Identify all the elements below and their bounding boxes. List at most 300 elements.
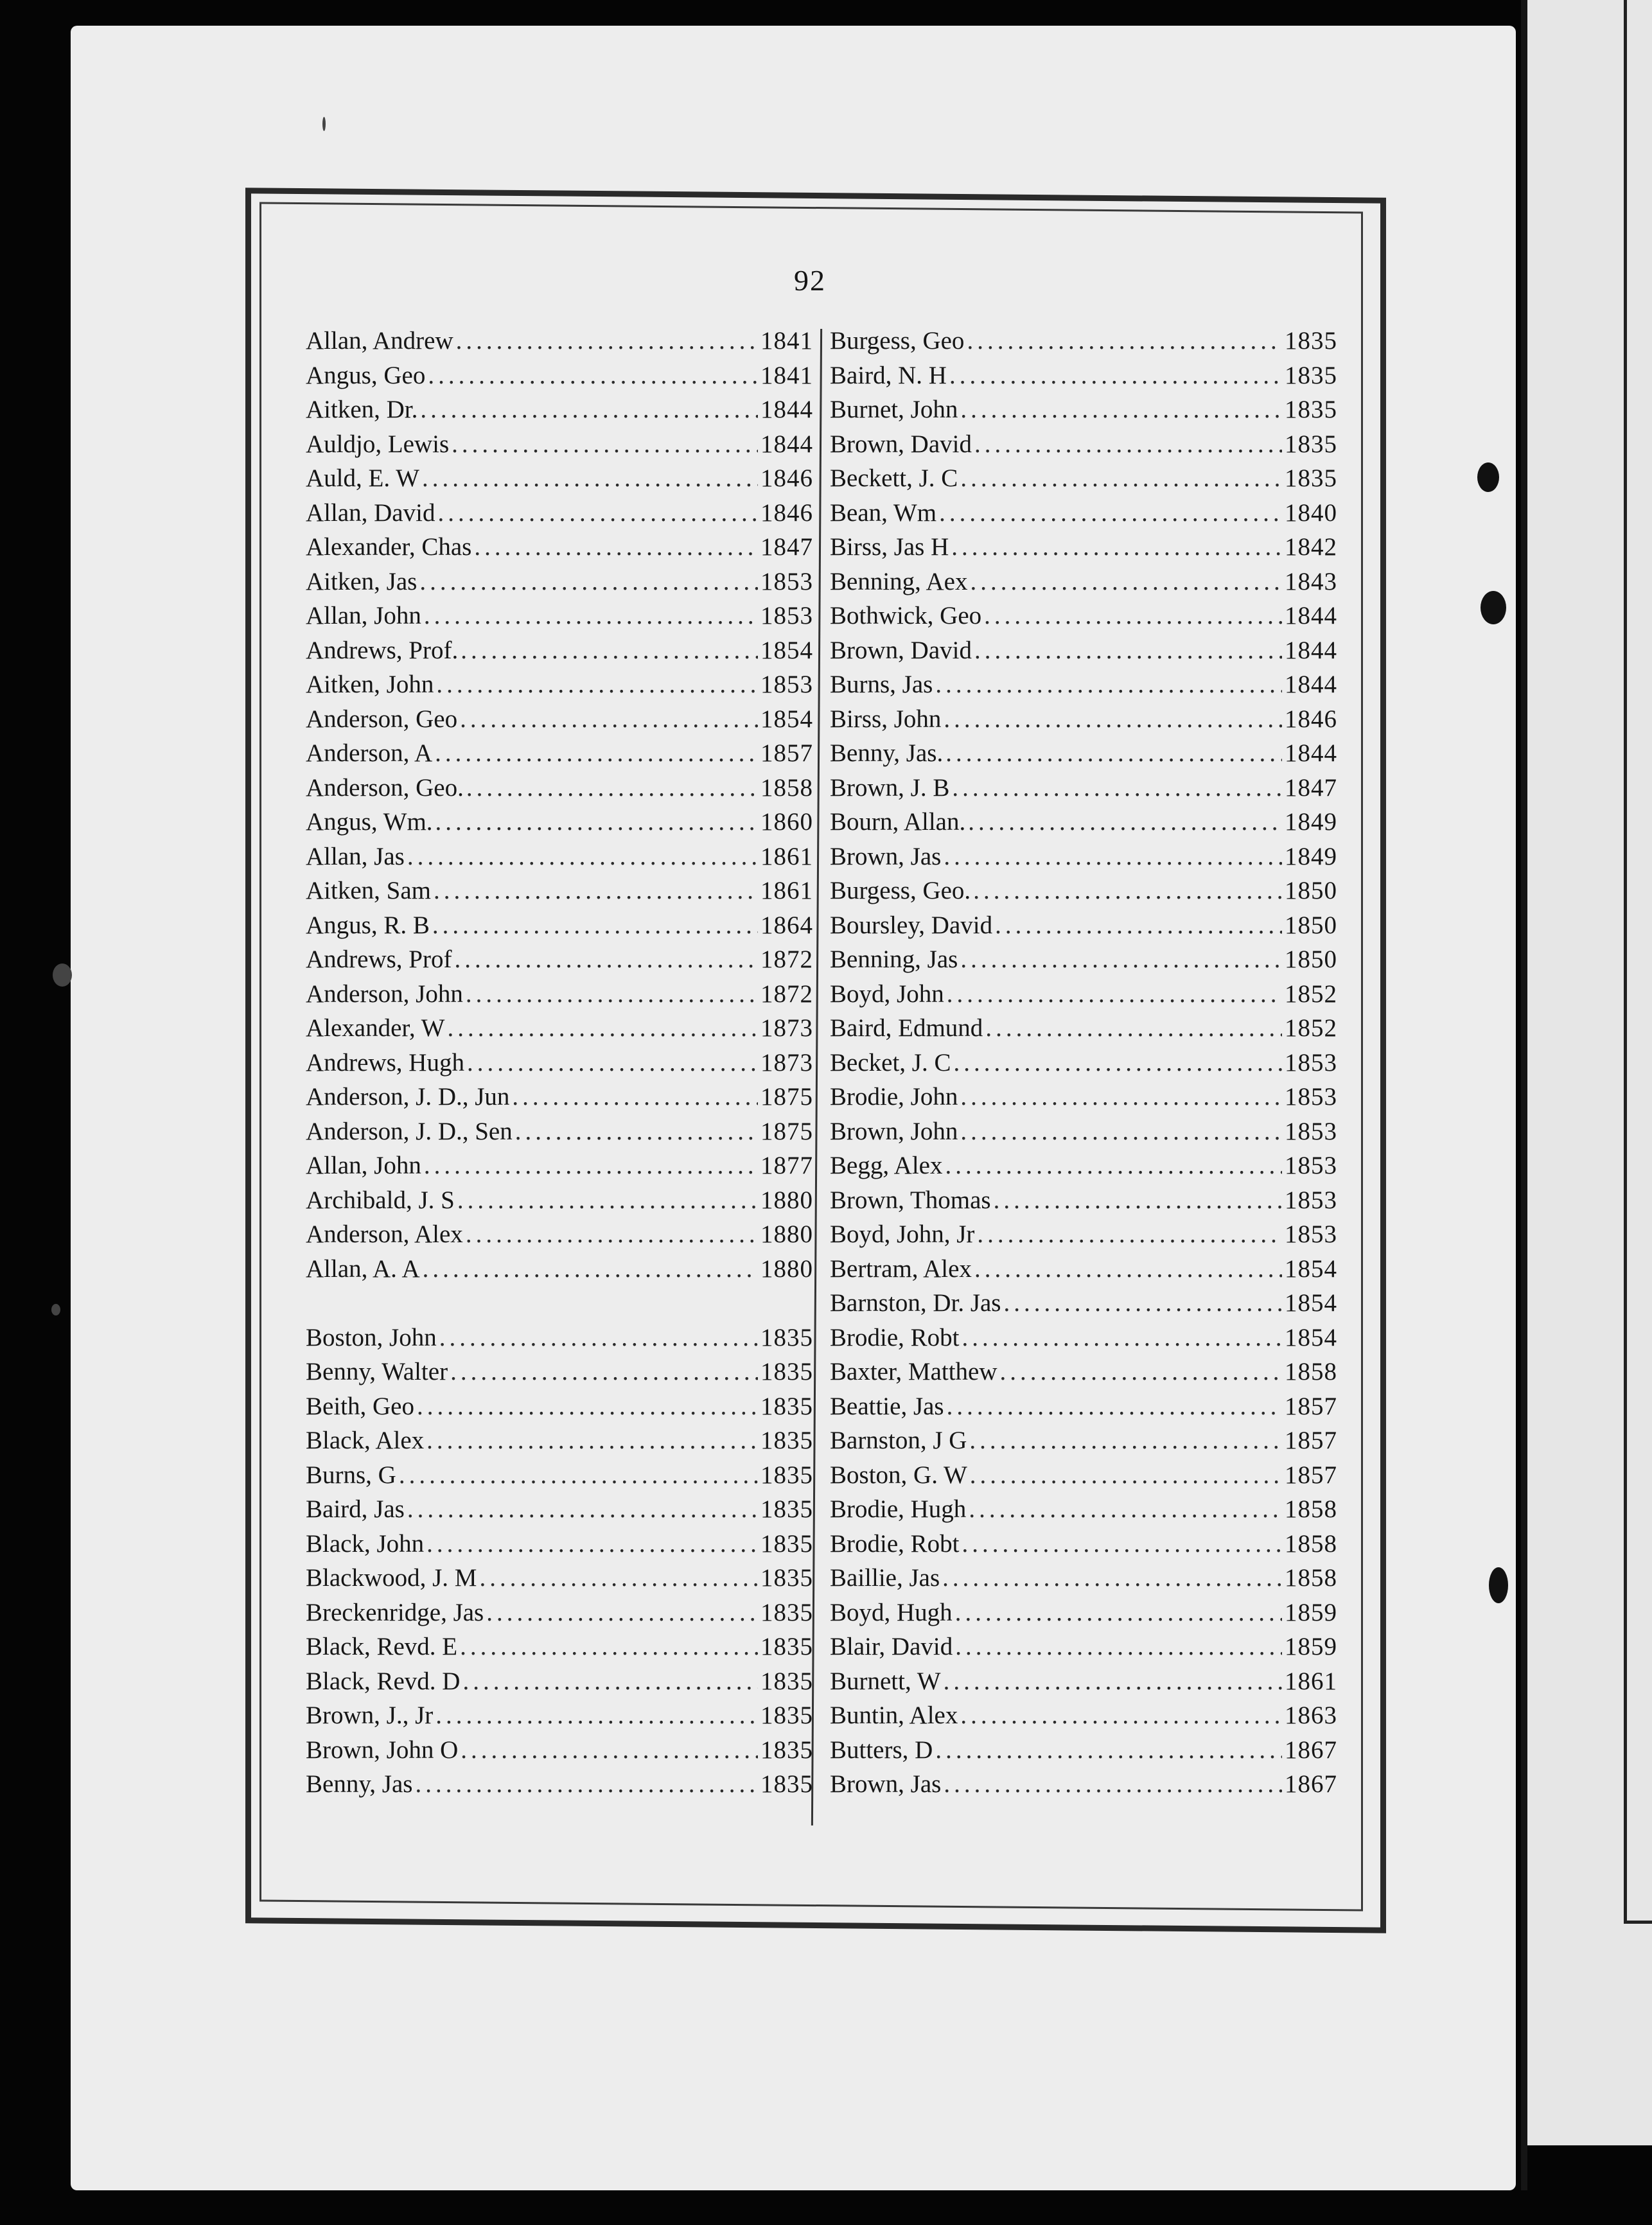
entry-name: Andrews, Prof. <box>306 636 459 664</box>
dot-leader <box>422 464 758 493</box>
entry-name: Allan, Andrew <box>306 327 453 355</box>
entry-name: Benny, Jas <box>306 1770 413 1798</box>
entry-name: Burns, Jas <box>830 671 933 698</box>
entry-name: Auldjo, Lewis <box>306 430 450 458</box>
list-item <box>830 1048 1337 1083</box>
entry-name: Boston, John <box>306 1323 437 1351</box>
entry-name: Aitken, Sam <box>306 877 431 904</box>
entry-year: 1861 <box>1285 1667 1337 1695</box>
entry-year: 1846 <box>760 498 813 527</box>
list-item <box>306 1220 813 1254</box>
list-item <box>306 1667 813 1702</box>
entry-name: Bean, Wm <box>830 498 937 527</box>
dot-leader <box>945 1151 1282 1180</box>
entry-name: Benning, Aex <box>830 567 968 595</box>
entry-year: 1844 <box>1285 671 1337 698</box>
dot-leader <box>1000 1357 1282 1386</box>
scan-speck <box>53 963 72 987</box>
list-item <box>830 498 1337 533</box>
list-item <box>830 670 1337 705</box>
dot-leader <box>995 911 1282 940</box>
entry-name: Bertram, Alex <box>830 1254 972 1283</box>
entry-year: 1858 <box>1285 1564 1337 1592</box>
list-item <box>830 1151 1337 1186</box>
entry-name: Begg, Alex <box>830 1152 943 1179</box>
entry-name: Brown, Jas <box>830 1770 942 1798</box>
dot-leader <box>461 1736 758 1764</box>
list-item <box>830 1117 1337 1152</box>
entry-name: Auld, E. W <box>306 464 419 492</box>
binding-hole-mark <box>1481 591 1506 624</box>
entry-year: 1857 <box>760 739 813 767</box>
list-item <box>830 464 1337 498</box>
left-group-b <box>306 1323 813 1804</box>
list-item <box>830 705 1337 739</box>
entry-year: 1880 <box>760 1254 813 1283</box>
entry-name: Anderson, J. D., Jun <box>306 1083 510 1111</box>
entry-name: Black, John <box>306 1529 425 1558</box>
dot-leader <box>424 601 758 630</box>
entry-year: 1867 <box>1285 1736 1337 1764</box>
entry-year: 1861 <box>760 842 813 870</box>
entry-year: 1844 <box>760 396 813 423</box>
entry-name: Brown, John O <box>306 1736 459 1764</box>
entry-name: Burgess, Geo <box>830 327 965 355</box>
entry-year: 1853 <box>760 671 813 698</box>
entry-year: 1880 <box>760 1186 813 1214</box>
dot-leader <box>947 1392 1282 1421</box>
entry-year: 1835 <box>1285 361 1337 389</box>
dot-leader <box>436 670 758 699</box>
dot-leader <box>969 1426 1282 1455</box>
entry-name: Brown, John <box>830 1117 958 1145</box>
right-entries <box>830 326 1337 1804</box>
entry-name: Brown, Jas <box>830 842 942 870</box>
right-column <box>830 326 1337 1804</box>
entry-name: Bothwick, Geo <box>830 602 982 629</box>
entry-year: 1835 <box>760 1495 813 1523</box>
entry-name: Brodie, Robt <box>830 1323 960 1351</box>
entry-name: Anderson, Alex <box>306 1220 463 1248</box>
entry-name: Butters, D <box>830 1736 933 1764</box>
dot-leader <box>419 567 758 596</box>
list-item <box>830 1770 1337 1804</box>
entry-name: Beith, Geo <box>306 1392 414 1420</box>
list-item <box>830 739 1337 773</box>
list-item <box>830 945 1337 980</box>
entry-name: Alexander, W <box>306 1014 445 1042</box>
dot-leader <box>486 1598 758 1627</box>
list-item <box>830 361 1337 396</box>
scan-speck <box>51 1304 60 1315</box>
dot-leader <box>968 807 1282 836</box>
entry-name: Baird, N. H <box>830 361 947 389</box>
dot-leader <box>432 911 758 940</box>
dot-leader <box>944 1667 1282 1696</box>
entry-year: 1853 <box>760 567 813 595</box>
binding-hole-mark <box>1477 462 1499 492</box>
entry-year: 1858 <box>1285 1495 1337 1523</box>
entry-year: 1841 <box>760 327 813 355</box>
dot-leader <box>962 1529 1283 1558</box>
entry-year: 1835 <box>760 1358 813 1385</box>
entry-name: Burgess, Geo. <box>830 877 971 904</box>
dot-leader <box>515 1117 758 1146</box>
entry-name: Aitken, Dr. <box>306 396 418 423</box>
dot-leader <box>951 532 1282 561</box>
entry-year: 1877 <box>760 1152 813 1179</box>
entry-name: Black, Revd. E <box>306 1633 458 1660</box>
entry-year: 1835 <box>760 1529 813 1558</box>
dot-leader <box>435 1701 758 1730</box>
scan-speck <box>322 117 326 131</box>
dot-leader <box>399 1461 758 1490</box>
list-item <box>830 1632 1337 1667</box>
entry-name: Benny, Jas. <box>830 739 944 767</box>
entry-year: 1843 <box>1285 567 1337 595</box>
entry-name: Becket, J. C <box>830 1048 951 1077</box>
list-item <box>830 911 1337 945</box>
entry-year: 1835 <box>760 1736 813 1764</box>
entry-name: Blackwood, J. M <box>306 1564 477 1592</box>
entry-year: 1850 <box>1285 911 1337 939</box>
list-item <box>306 636 813 671</box>
entry-year: 1858 <box>760 773 813 802</box>
entry-year: 1849 <box>1285 842 1337 870</box>
list-item <box>830 876 1337 911</box>
entry-name: Birss, John <box>830 705 942 733</box>
entry-name: Black, Alex <box>306 1427 425 1454</box>
dot-leader <box>960 395 1282 424</box>
dot-leader <box>423 1254 758 1283</box>
group-gap <box>306 1288 813 1323</box>
entry-name: Breckenridge, Jas <box>306 1598 484 1626</box>
list-item <box>306 1529 813 1564</box>
dot-leader <box>942 1563 1282 1592</box>
page-number: 92 <box>794 264 826 297</box>
dot-leader <box>969 1495 1282 1524</box>
dot-leader <box>939 498 1282 527</box>
entry-name: Baird, Edmund <box>830 1014 983 1042</box>
list-item <box>306 601 813 636</box>
list-item <box>830 1254 1337 1289</box>
dot-leader <box>424 1151 758 1180</box>
entry-year: 1853 <box>1285 1186 1337 1214</box>
list-item <box>306 807 813 842</box>
entry-year: 1850 <box>1285 945 1337 973</box>
entry-year: 1859 <box>1285 1598 1337 1626</box>
dot-leader <box>437 498 758 527</box>
entry-name: Benny, Walter <box>306 1358 448 1385</box>
dot-leader <box>439 1323 758 1352</box>
entry-name: Baird, Jas <box>306 1495 405 1523</box>
entry-name: Aitken, Jas <box>306 567 417 595</box>
dot-leader <box>960 1082 1282 1111</box>
entry-year: 1863 <box>1285 1702 1337 1729</box>
entry-name: Allan, John <box>306 602 421 629</box>
list-item <box>306 361 813 396</box>
entry-name: Andrews, Prof <box>306 945 452 973</box>
dot-leader <box>435 739 758 768</box>
dot-leader <box>944 705 1282 734</box>
entry-year: 1854 <box>1285 1289 1337 1317</box>
list-item <box>306 670 813 705</box>
entry-year: 1860 <box>760 808 813 836</box>
list-item <box>306 1426 813 1461</box>
list-item <box>306 1770 813 1804</box>
entry-name: Barnston, Dr. Jas <box>830 1289 1001 1317</box>
list-item <box>306 1598 813 1633</box>
entry-year: 1835 <box>760 1667 813 1695</box>
entry-year: 1858 <box>1285 1358 1337 1385</box>
list-item <box>306 1048 813 1083</box>
entry-name: Baxter, Matthew <box>830 1358 997 1385</box>
list-item <box>830 1014 1337 1048</box>
list-item <box>306 567 813 602</box>
entry-year: 1835 <box>760 1770 813 1798</box>
entry-year: 1835 <box>760 1427 813 1454</box>
dot-leader <box>460 1632 758 1661</box>
dot-leader <box>974 636 1282 665</box>
entry-year: 1835 <box>760 1392 813 1420</box>
dot-leader <box>955 1632 1282 1661</box>
entry-year: 1844 <box>760 430 813 458</box>
list-item <box>306 1563 813 1598</box>
entry-year: 1852 <box>1285 1014 1337 1042</box>
list-item <box>830 601 1337 636</box>
entry-name: Bourn, Allan. <box>830 808 966 836</box>
entry-year: 1857 <box>1285 1461 1337 1489</box>
dot-leader <box>960 464 1282 493</box>
entry-year: 1853 <box>1285 1117 1337 1145</box>
list-item <box>306 876 813 911</box>
list-item <box>830 1323 1337 1358</box>
list-item <box>830 1082 1337 1117</box>
list-item <box>830 1426 1337 1461</box>
entry-name: Anderson, A <box>306 739 433 767</box>
entry-name: Beckett, J. C <box>830 464 958 492</box>
list-item <box>306 1082 813 1117</box>
facing-page-frame <box>1624 0 1652 1924</box>
list-item <box>306 705 813 739</box>
entry-name: Burnet, John <box>830 396 958 423</box>
entry-year: 1857 <box>1285 1392 1337 1420</box>
entry-year: 1853 <box>1285 1152 1337 1179</box>
dot-leader <box>960 1117 1282 1146</box>
entry-name: Alexander, Chas <box>306 533 472 561</box>
dot-leader <box>977 1220 1282 1249</box>
dot-leader <box>962 1323 1283 1352</box>
dot-leader <box>407 842 758 871</box>
dot-leader <box>454 945 758 974</box>
list-item <box>306 980 813 1014</box>
dot-leader <box>426 1529 758 1558</box>
entry-name: Birss, Jas H <box>830 533 949 561</box>
list-item <box>830 1495 1337 1529</box>
entry-year: 1864 <box>760 911 813 939</box>
dot-leader <box>426 1426 758 1455</box>
entry-year: 1875 <box>760 1083 813 1111</box>
entry-year: 1847 <box>1285 773 1337 802</box>
dot-leader <box>970 1461 1282 1490</box>
entry-name: Angus, R. B <box>306 911 430 939</box>
list-item <box>830 807 1337 842</box>
entry-year: 1846 <box>760 464 813 492</box>
list-item <box>306 1117 813 1152</box>
entry-year: 1840 <box>1285 498 1337 527</box>
entry-year: 1854 <box>1285 1323 1337 1351</box>
dot-leader <box>960 945 1282 974</box>
dot-leader <box>452 430 758 459</box>
entry-year: 1842 <box>1285 533 1337 561</box>
dot-leader <box>447 1014 758 1042</box>
dot-leader <box>984 601 1282 630</box>
dot-leader <box>953 1048 1282 1077</box>
entry-name: Burns, G <box>306 1461 396 1489</box>
entry-year: 1859 <box>1285 1633 1337 1660</box>
facing-page-edge <box>1521 0 1527 2190</box>
list-item <box>306 1632 813 1667</box>
dot-leader <box>973 876 1282 905</box>
list-item <box>306 464 813 498</box>
list-item <box>306 773 813 808</box>
entry-name: Brodie, Robt <box>830 1529 960 1558</box>
entry-year: 1835 <box>1285 327 1337 355</box>
list-item <box>306 532 813 567</box>
dot-leader <box>415 1770 758 1798</box>
dot-leader <box>467 1048 758 1077</box>
entry-year: 1872 <box>760 980 813 1008</box>
list-item <box>830 326 1337 361</box>
dot-leader <box>935 670 1282 699</box>
entry-year: 1846 <box>1285 705 1337 733</box>
entry-name: Brown, J., Jr <box>306 1702 434 1729</box>
entry-year: 1841 <box>760 361 813 389</box>
entry-year: 1835 <box>1285 430 1337 458</box>
dot-leader <box>466 773 758 802</box>
entry-year: 1875 <box>760 1117 813 1145</box>
dot-leader <box>460 705 758 734</box>
entry-year: 1852 <box>1285 980 1337 1008</box>
dot-leader <box>974 430 1282 459</box>
dot-leader <box>945 739 1282 768</box>
entry-year: 1853 <box>1285 1083 1337 1111</box>
list-item <box>306 1014 813 1048</box>
entry-year: 1835 <box>760 1598 813 1626</box>
entry-year: 1835 <box>760 1564 813 1592</box>
entry-year: 1873 <box>760 1048 813 1077</box>
dot-leader <box>466 980 758 1008</box>
list-item <box>830 430 1337 464</box>
list-item <box>306 1392 813 1427</box>
dot-leader <box>952 773 1282 802</box>
entry-name: Brown, J. B <box>830 773 950 802</box>
entry-name: Burnett, W <box>830 1667 941 1695</box>
entry-name: Angus, Wm. <box>306 808 433 836</box>
list-item <box>306 1701 813 1736</box>
dot-leader <box>466 1220 758 1249</box>
list-item <box>830 1357 1337 1392</box>
list-item <box>306 1461 813 1495</box>
dot-leader <box>428 361 758 390</box>
entry-name: Brodie, John <box>830 1083 958 1111</box>
entry-name: Anderson, Geo. <box>306 773 464 802</box>
dot-leader <box>434 876 758 905</box>
entry-year: 1854 <box>760 636 813 664</box>
list-item <box>306 1323 813 1358</box>
entry-name: Baillie, Jas <box>830 1564 940 1592</box>
list-item <box>306 1186 813 1220</box>
entry-year: 1849 <box>1285 808 1337 836</box>
dot-leader <box>417 1392 758 1421</box>
entry-name: Allan, Jas <box>306 842 405 870</box>
dot-leader <box>461 636 758 665</box>
entry-year: 1854 <box>760 705 813 733</box>
entry-name: Allan, David <box>306 498 435 527</box>
left-column <box>306 326 813 1804</box>
entry-year: 1853 <box>1285 1220 1337 1248</box>
list-item <box>830 1598 1337 1633</box>
dot-leader <box>970 567 1282 596</box>
entry-year: 1835 <box>1285 464 1337 492</box>
entry-name: Brown, Thomas <box>830 1186 991 1214</box>
entry-year: 1850 <box>1285 877 1337 904</box>
dot-leader <box>450 1357 758 1386</box>
list-item <box>830 1392 1337 1427</box>
list-item <box>306 498 813 533</box>
list-item <box>306 1151 813 1186</box>
entry-name: Anderson, J. D., Sen <box>306 1117 513 1145</box>
dot-leader <box>435 807 758 836</box>
entry-name: Brown, David <box>830 636 972 664</box>
list-item <box>830 1220 1337 1254</box>
dot-leader <box>955 1598 1282 1627</box>
entry-year: 1872 <box>760 945 813 973</box>
dot-leader <box>944 1770 1282 1798</box>
entry-year: 1844 <box>1285 602 1337 629</box>
dot-leader <box>512 1082 758 1111</box>
entry-year: 1835 <box>760 1461 813 1489</box>
dot-leader <box>480 1563 759 1592</box>
entry-name: Blair, David <box>830 1633 953 1660</box>
entry-name: Brown, David <box>830 430 972 458</box>
entry-name: Buntin, Alex <box>830 1702 958 1729</box>
list-item <box>830 842 1337 877</box>
entry-name: Boston, G. W <box>830 1461 967 1489</box>
entry-name: Allan, John <box>306 1152 421 1179</box>
left-group-a <box>306 326 813 1288</box>
binding-hole-mark <box>1489 1567 1508 1603</box>
list-item <box>830 1701 1337 1736</box>
entry-year: 1844 <box>1285 636 1337 664</box>
dot-leader <box>994 1186 1282 1215</box>
list-item <box>830 1736 1337 1770</box>
list-item <box>830 1529 1337 1564</box>
list-item <box>830 1563 1337 1598</box>
list-item <box>306 1357 813 1392</box>
entry-year: 1844 <box>1285 739 1337 767</box>
entry-year: 1835 <box>1285 396 1337 423</box>
entry-year: 1854 <box>1285 1254 1337 1283</box>
entry-name: Brodie, Hugh <box>830 1495 967 1523</box>
entry-year: 1867 <box>1285 1770 1337 1798</box>
entry-name: Allan, A. A <box>306 1254 420 1283</box>
entry-name: Angus, Geo <box>306 361 426 389</box>
entry-year: 1853 <box>1285 1048 1337 1077</box>
list-item <box>830 980 1337 1014</box>
entry-name: Benning, Jas <box>830 945 958 973</box>
list-item <box>306 430 813 464</box>
